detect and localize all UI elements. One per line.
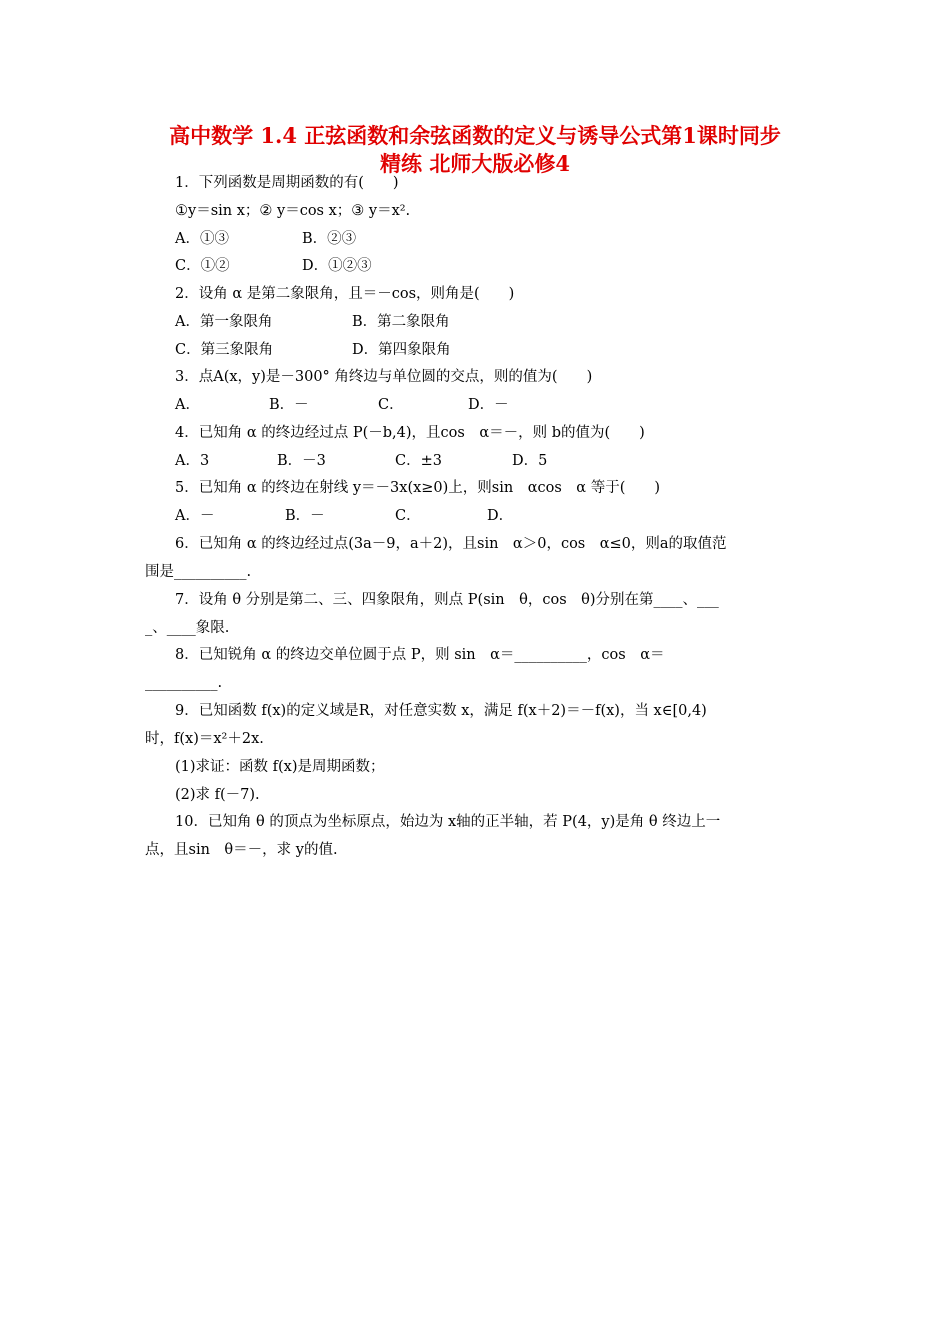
- line-text: A．①③: [175, 231, 229, 247]
- line-text: A．第一象限角: [175, 314, 273, 330]
- line-text: 3．点A(x，y)是－300° 角终边与单位圆的交点，则的值为( ): [175, 369, 593, 385]
- option-text: D．: [487, 508, 514, 524]
- text-line: [175, 368, 592, 386]
- line-text: 8．已知锐角 α 的终边交单位圆于点 P，则 sin α＝__________，cos α＝: [175, 647, 665, 663]
- text-line: [175, 591, 719, 609]
- text-line: [175, 786, 260, 804]
- text-line: [175, 341, 451, 359]
- text-line: [175, 507, 514, 525]
- text-line: [175, 646, 665, 664]
- option-text: D．第四象限角: [352, 342, 451, 358]
- option-text: C．±3: [395, 453, 442, 469]
- text-line: [175, 758, 385, 776]
- line-text: A．: [175, 397, 200, 413]
- text-line: [175, 813, 720, 831]
- option-text: D．①②③: [302, 258, 372, 274]
- line-text: (2)求 f(－7).: [175, 787, 260, 803]
- text-line: [175, 230, 357, 248]
- line-text: 9．已知函数 f(x)的定义域是R，对任意实数 x，满足 f(x＋2)＝－f(x)，当 x∈[0,4): [175, 703, 707, 719]
- line-text: 6．已知角 α 的终边经过点(3a－9，a＋2)，且sin α＞0，cos α≤0，则a的取值范: [175, 536, 727, 552]
- line-text: A．－: [175, 508, 215, 524]
- line-text: _、____象限.: [145, 620, 230, 636]
- text-line: [175, 479, 660, 497]
- line-text: 1．下列函数是周期函数的有( ): [175, 175, 399, 191]
- line-text: C．第三象限角: [175, 342, 274, 358]
- line-text: 4．已知角 α 的终边经过点 P(－b,4)，且cos α＝－，则 b的值为( ): [175, 425, 645, 441]
- option-text: C．: [378, 397, 404, 413]
- line-text: (1)求证：函数 f(x)是周期函数；: [175, 759, 385, 775]
- line-text: 7．设角 θ 分别是第二、三、四象限角，则点 P(sin θ，cos θ)分别在第____、___: [175, 592, 719, 608]
- line-text: ①y＝sin x；② y＝cos x；③ y＝x².: [175, 203, 411, 219]
- option-text: B．－: [285, 508, 325, 524]
- text-line: [175, 396, 509, 414]
- document-title-line-1: 高中数学 1.4 正弦函数和余弦函数的定义与诱导公式第1课时同步: [169, 123, 781, 148]
- line-text: 点，且sin θ＝－，求 y的值.: [145, 842, 338, 858]
- line-text: C．①②: [175, 258, 230, 274]
- option-text: B．－: [269, 397, 309, 413]
- text-line: [175, 202, 410, 220]
- line-text: 时，f(x)＝x²＋2x.: [145, 731, 264, 747]
- document-title-line-2: 精练 北师大版必修4: [380, 151, 570, 176]
- option-text: D．5: [512, 453, 548, 469]
- option-text: B．第二象限角: [352, 314, 450, 330]
- text-line: [175, 452, 548, 470]
- line-text: 10．已知角 θ 的顶点为坐标原点，始边为 x轴的正半轴，若 P(4，y)是角 θ 终边上一: [175, 814, 721, 830]
- option-text: B．②③: [302, 231, 357, 247]
- text-line: [175, 174, 399, 192]
- option-text: C．: [395, 508, 421, 524]
- text-line: [175, 257, 372, 275]
- text-line: [145, 619, 229, 637]
- text-line: [145, 841, 338, 859]
- line-text: __________.: [145, 675, 223, 691]
- line-text: 2．设角 α 是第二象限角，且＝－cos，则角是( ): [175, 286, 515, 302]
- text-line: [145, 674, 222, 692]
- line-text: A．3: [175, 453, 210, 469]
- text-line: [145, 563, 251, 581]
- text-line: [175, 424, 645, 442]
- text-line: [175, 285, 514, 303]
- option-text: D．－: [468, 397, 509, 413]
- text-line: [145, 730, 264, 748]
- text-line: [175, 313, 450, 331]
- line-text: 围是__________.: [145, 564, 252, 580]
- text-line: [175, 535, 727, 553]
- text-line: [175, 702, 707, 720]
- line-text: 5．已知角 α 的终边在射线 y＝－3x(x≥0)上，则sin αcos α 等于( ): [175, 480, 661, 496]
- option-text: B．－3: [277, 453, 326, 469]
